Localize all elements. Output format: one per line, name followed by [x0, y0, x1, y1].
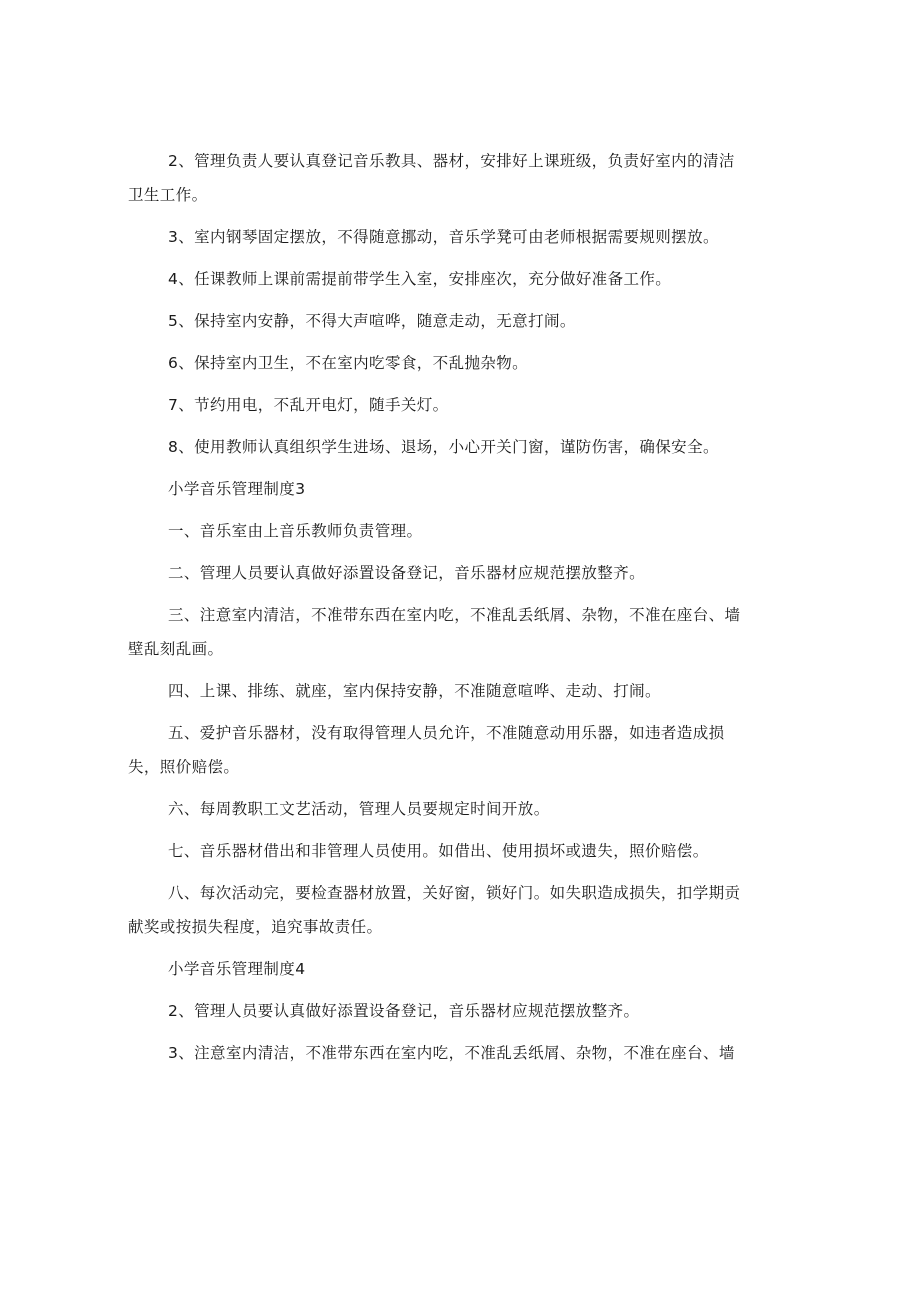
rule-line: 6、保持室内卫生，不在室内吃零食，不乱抛杂物。 — [168, 354, 529, 372]
rule-line: 4、任课教师上课前需提前带学生入室，安排座次，充分做好准备工作。 — [168, 270, 672, 288]
rule-line: 2、管理人员要认真做好添置设备登记，音乐器材应规范摆放整齐。 — [168, 1002, 640, 1020]
rule-paragraph — [168, 834, 788, 868]
rule-line-continued: 壁乱刻乱画。 — [128, 640, 224, 658]
rule-paragraph — [168, 514, 788, 548]
rule-line-continued: 献奖或按损失程度，追究事故责任。 — [128, 918, 383, 936]
rule-line: 七、音乐器材借出和非管理人员使用。如借出、使用损坏或遗失，照价赔偿。 — [168, 842, 709, 860]
rule-line: 四、上课、排练、就座，室内保持安静，不准随意喧哗、走动、打闹。 — [168, 682, 661, 700]
section-heading-3: 小学音乐管理制度3 — [168, 480, 306, 498]
rule-paragraph — [128, 876, 788, 944]
rule-line: 六、每周教职工文艺活动，管理人员要规定时间开放。 — [168, 800, 550, 818]
rule-paragraph — [168, 388, 788, 422]
rule-paragraph — [168, 556, 788, 590]
rule-line-continued: 失，照价赔偿。 — [128, 758, 240, 776]
rule-line: 八、每次活动完，要检查器材放置，关好窗，锁好门。如失职造成损失，扣学期贡 — [168, 884, 741, 902]
rule-paragraph — [168, 674, 788, 708]
rule-paragraph — [128, 716, 788, 784]
rules-section-4 — [168, 994, 788, 1070]
rule-paragraph — [168, 220, 788, 254]
rule-line-continued: 卫生工作。 — [128, 186, 208, 204]
rule-paragraph — [168, 346, 788, 380]
rule-paragraph — [168, 262, 788, 296]
rule-paragraph — [168, 994, 788, 1028]
rule-line: 三、注意室内清洁，不准带东西在室内吃，不准乱丢纸屑、杂物，不准在座台、墙 — [168, 606, 741, 624]
rule-paragraph — [128, 144, 788, 212]
rules-section-3 — [128, 514, 788, 944]
rule-paragraph — [168, 304, 788, 338]
rule-paragraph — [168, 1036, 788, 1070]
section-heading-4: 小学音乐管理制度4 — [168, 960, 306, 978]
rule-line: 一、音乐室由上音乐教师负责管理。 — [168, 522, 423, 540]
rule-line: 2、管理负责人要认真登记音乐教具、器材，安排好上课班级，负责好室内的清洁 — [168, 152, 735, 170]
rule-line: 7、节约用电，不乱开电灯，随手关灯。 — [168, 396, 449, 414]
rule-line: 二、管理人员要认真做好添置设备登记，音乐器材应规范摆放整齐。 — [168, 564, 646, 582]
rule-paragraph — [168, 430, 788, 464]
rule-paragraph — [128, 598, 788, 666]
rule-line: 5、保持室内安静，不得大声喧哗，随意走动，无意打闹。 — [168, 312, 576, 330]
document-body — [128, 144, 788, 1078]
rule-line: 3、注意室内清洁，不准带东西在室内吃，不准乱丢纸屑、杂物，不准在座台、墙 — [168, 1044, 735, 1062]
rule-line: 8、使用教师认真组织学生进场、退场，小心开关门窗，谨防伤害，确保安全。 — [168, 438, 719, 456]
rule-line: 3、室内钢琴固定摆放，不得随意挪动，音乐学凳可由老师根据需要规则摆放。 — [168, 228, 719, 246]
rule-line: 五、爱护音乐器材，没有取得管理人员允许，不准随意动用乐器，如违者造成损 — [168, 724, 725, 742]
rule-paragraph — [168, 792, 788, 826]
rules-section-2 — [128, 144, 788, 464]
